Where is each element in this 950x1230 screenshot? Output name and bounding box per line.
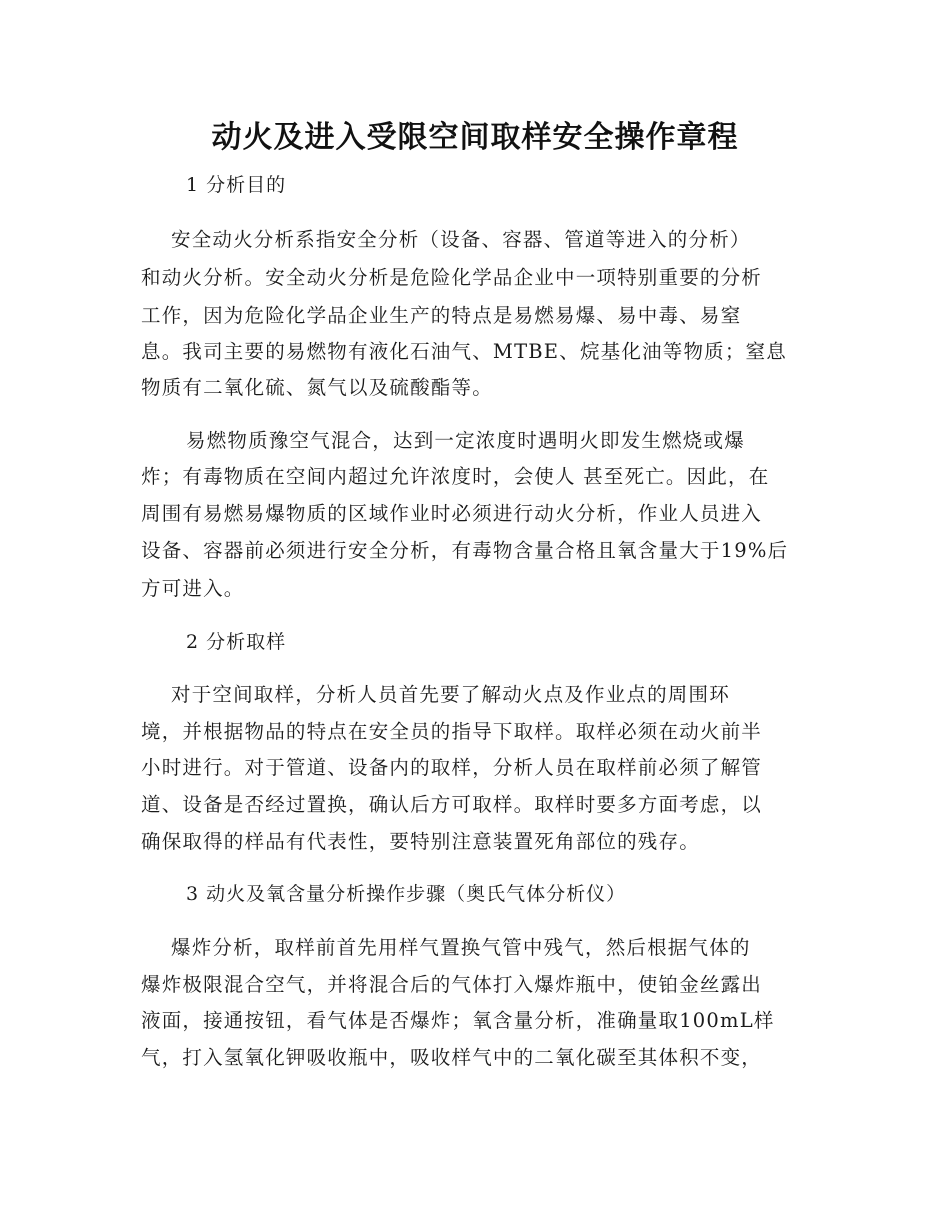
paragraph-line: 周围有易燃易爆物质的区域作业时必须进行动火分析，作业人员进入 [141, 502, 763, 525]
section-heading: 1 分析目的 [186, 174, 287, 196]
paragraph-line: 爆炸分析，取样前首先用样气置换气管中残气，然后根据气体的 [171, 936, 751, 959]
section-heading: 2 分析取样 [186, 631, 287, 653]
paragraph-line: 炸；有毒物质在空间内超过允许浓度时，会使人 甚至死亡。因此，在 [141, 465, 770, 488]
paragraph-line: 气，打入氢氧化钾吸收瓶中，吸收样气中的二氧化碳至其体积不变， [141, 1046, 763, 1069]
paragraph-line: 对于空间取样，分析人员首先要了解动火点及作业点的周围环 [171, 683, 730, 706]
document-title: 动火及进入受限空间取样安全操作章程 [211, 120, 739, 155]
paragraph-line: 设备、容器前必须进行安全分析，有毒物含量合格且氧含量大于19%后 [141, 539, 789, 562]
paragraph-line: 小时进行。对于管道、设备内的取样，分析人员在取样前必须了解管 [141, 756, 763, 779]
paragraph-line: 息。我司主要的易燃物有液化石油气、MTBE、烷基化油等物质；窒息 [141, 340, 787, 363]
paragraph-line: 道、设备是否经过置换，确认后方可取样。取样时要多方面考虑，以 [141, 793, 763, 816]
paragraph-line: 境，并根据物品的特点在安全员的指导下取样。取样必须在动火前半 [141, 720, 763, 743]
paragraph-line: 液面，接通按钮，看气体是否爆炸；氧含量分析，准确量取100mL样 [141, 1009, 775, 1032]
paragraph-line: 确保取得的样品有代表性，要特别注意装置死角部位的残存。 [141, 830, 700, 853]
paragraph-line: 方可进入。 [141, 577, 245, 600]
paragraph-line: 爆炸极限混合空气，并将混合后的气体打入爆炸瓶中，使铂金丝露出 [141, 973, 763, 996]
paragraph-line: 和动火分析。安全动火分析是危险化学品企业中一项特别重要的分析 [141, 266, 763, 289]
paragraph-line: 工作，因为危险化学品企业生产的特点是易燃易爆、易中毒、易窒 [141, 304, 742, 327]
paragraph-line: 物质有二氧化硫、氮气以及硫酸酯等。 [141, 376, 493, 399]
paragraph-line: 安全动火分析系指安全分析（设备、容器、管道等进入的分析） [171, 228, 751, 251]
section-heading: 3 动火及氧含量分析操作步骤（奥氏气体分析仪） [186, 883, 627, 905]
paragraph-line: 易燃物质豫空气混合，达到一定浓度时遇明火即发生燃烧或爆 [186, 429, 745, 452]
